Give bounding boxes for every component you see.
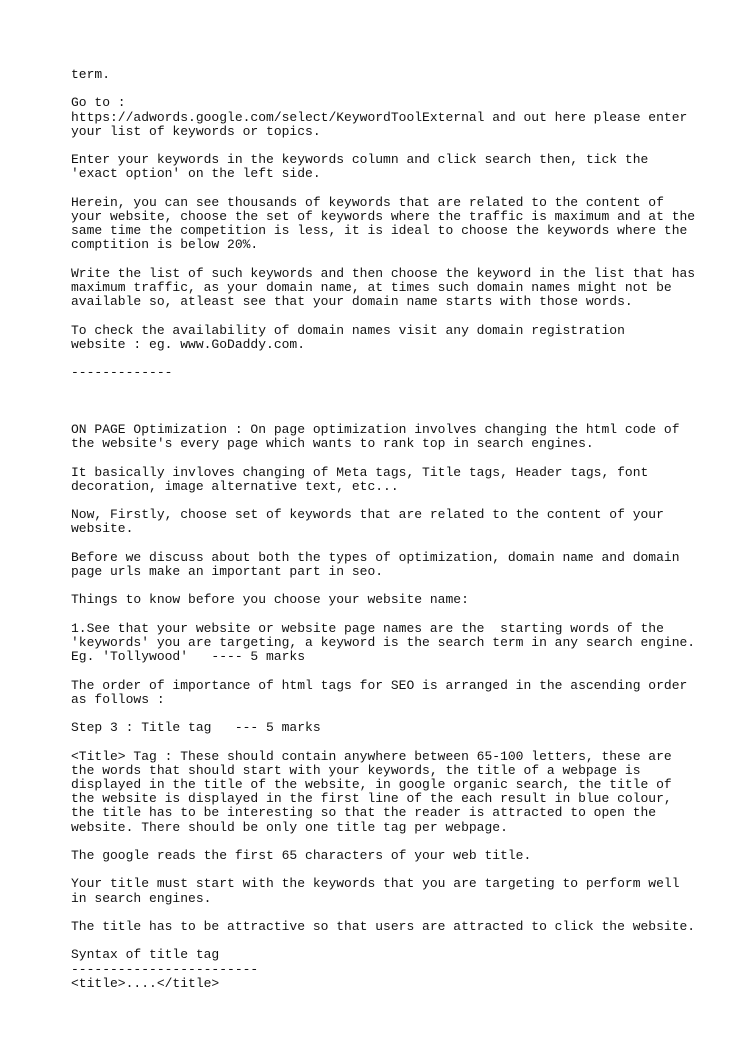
paragraph-choose-keywords: Now, Firstly, choose set of keywords that are related to the content of your website. — [71, 507, 664, 537]
section-divider: ------------- — [71, 365, 173, 381]
spacer — [71, 451, 721, 465]
paragraph-step-3-title-tag: Step 3 : Title tag --- 5 marks — [71, 720, 321, 736]
paragraph-title-attractive: The title has to be attractive so that users are attracted to click the website. — [71, 918, 696, 934]
paragraph-title-start-keywords: Your title must start with the keywords that you are targeting to perform well in search engines. — [71, 876, 680, 906]
paragraph-domain-availability: To check the availability of domain names visit any domain registration website : eg. www.GoDaddy.com. — [71, 322, 625, 352]
paragraph-list-of-keywords: Write the list of such keywords and then choose the keyword in the list that has maximum traffic, as your domain name, at times such domain names might not be available so, atleast see that your domain name starts with those words. — [71, 265, 696, 310]
paragraph-html-tags-order: The order of importance of html tags for SEO is arranged in the ascending order as follows : — [71, 677, 688, 707]
paragraph-domain-name-urls: Before we discuss about both the types of optimization, domain name and domain page urls make an important part in seo. — [71, 549, 680, 579]
spacer — [71, 253, 721, 267]
spacer — [71, 309, 721, 323]
spacer — [71, 934, 721, 948]
spacer — [71, 82, 721, 96]
paragraph-title-tag-syntax: Syntax of title tag ------------------------ <title>....</title> — [71, 947, 259, 991]
spacer — [71, 835, 721, 849]
spacer — [71, 707, 721, 721]
spacer — [71, 608, 721, 622]
spacer — [71, 380, 721, 423]
document-page — [71, 68, 721, 991]
spacer — [71, 139, 721, 153]
paragraph-go-to-keyword-tool: Go to : https://adwords.google.com/select/KeywordToolExternal and out here please enter your list of keywords or topics. — [71, 95, 688, 139]
spacer — [71, 537, 721, 551]
paragraph-enter-keywords: Enter your keywords in the keywords column and click search then, tick the 'exact option' on the left side. — [71, 152, 649, 182]
spacer — [71, 579, 721, 593]
paragraph-thousands-of-keywords: Herein, you can see thousands of keywords that are related to the content of your website, choose the set of keywords where the traffic is maximum and at the same time the competition is less, it is ideal to choose the keywords where the comptition is below 20%. — [71, 194, 696, 253]
spacer — [71, 906, 721, 920]
paragraph-first-65-characters: The google reads the first 65 characters of your web title. — [71, 847, 532, 863]
paragraph-meta-tags: It basically invloves changing of Meta tags, Title tags, Header tags, font decoration, image alternative text, etc... — [71, 464, 649, 494]
spacer — [71, 735, 721, 749]
paragraph-term: term. — [71, 67, 111, 82]
spacer — [71, 182, 721, 196]
spacer — [71, 494, 721, 508]
spacer — [71, 352, 721, 366]
paragraph-things-to-know: Things to know before you choose your website name: — [71, 592, 469, 608]
spacer — [71, 863, 721, 877]
paragraph-title-tag-description: <Title> Tag : These should contain anywhere between 65-100 letters, these are the words that should start with your keywords, the title of a webpage is displayed in the title of the website, in google organic search, the title of the website is displayed in the first line of the each result in blue colour, the title has to be interesting so that the reader is attracted to open the website. There should be only one title tag per webpage. — [71, 748, 672, 835]
paragraph-on-page-optimization: ON PAGE Optimization : On page optimization involves changing the html code of the website's every page which wants to rank top in search engines. — [71, 421, 680, 452]
spacer — [71, 664, 721, 678]
paragraph-website-page-names: 1.See that your website or website page names are the starting words of the 'keywords' you are targeting, a keyword is the search term in any search engine. Eg. 'Tollywood' ---- 5 marks — [71, 620, 696, 665]
